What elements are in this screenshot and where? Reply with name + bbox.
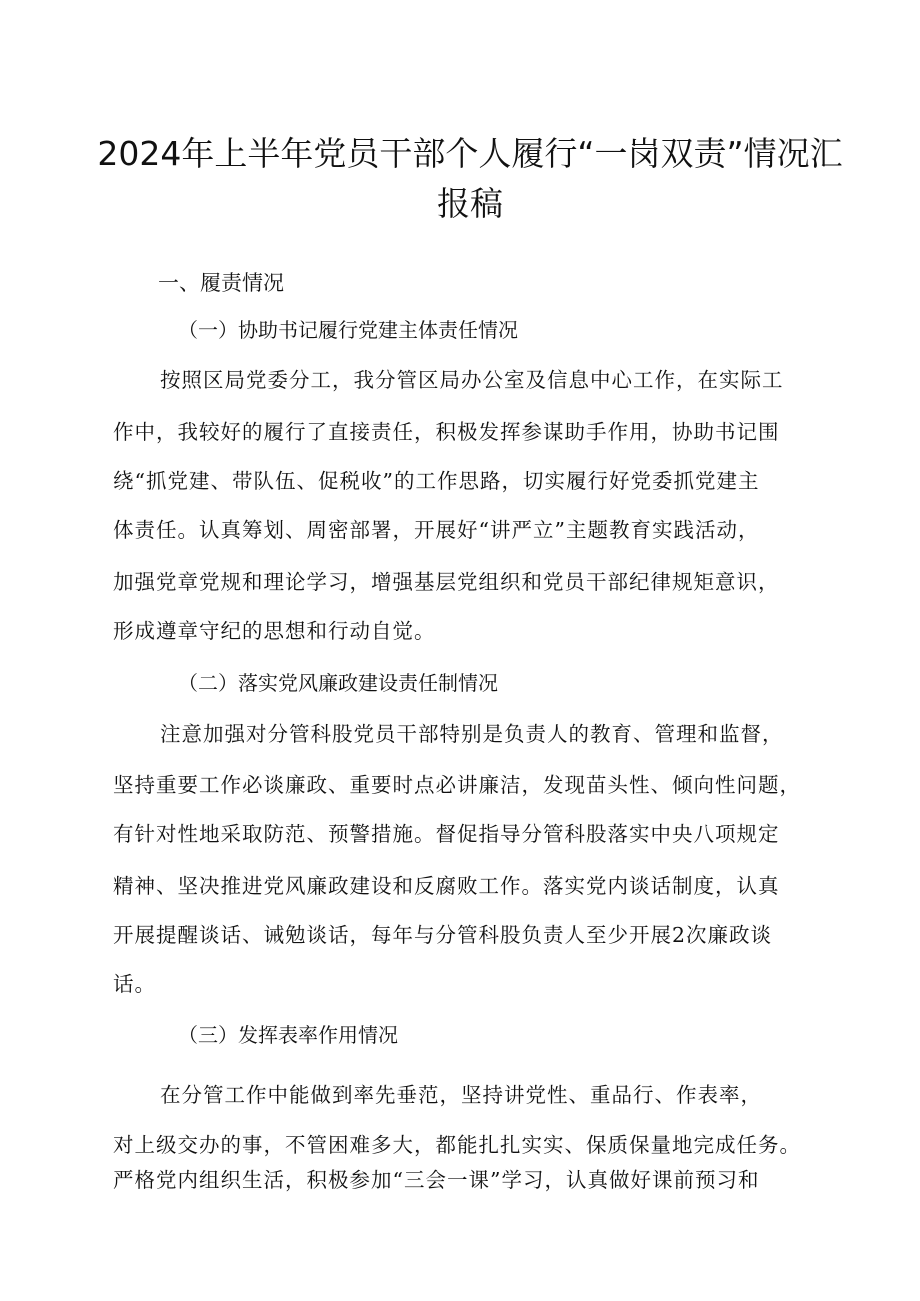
- document-title-line-1: 2024年上半年党员干部个人履行“一岗双责”情况汇: [97, 134, 843, 173]
- paragraph-line: 体责任。认真筹划、周密部署，开展好“讲严立”主题教育实践活动，: [113, 518, 760, 542]
- paragraph-line: 精神、坚决推进党风廉政建设和反腐败工作。落实党内谈话制度，认真: [113, 874, 780, 898]
- document-title-line-2: 报稿: [437, 184, 503, 223]
- paragraph-line: 注意加强对分管科股党员干部特别是负责人的教育、管理和监督，: [160, 722, 784, 746]
- paragraph-line: 严格党内组织生活，积极参加“三会一课”学习，认真做好课前预习和: [113, 1168, 760, 1192]
- paragraph-line: 坚持重要工作必谈廉政、重要时点必讲廉洁，发现苗头性、倾向性问题，: [113, 773, 801, 797]
- paragraph-line: 按照区局党委分工，我分管区局办公室及信息中心工作，在实际工: [160, 368, 784, 392]
- paragraph-line: 绕“抓党建、带队伍、促税收”的工作思路，切实履行好党委抓党建主: [113, 469, 760, 493]
- paragraph-line: 在分管工作中能做到率先垂范，坚持讲党性、重品行、作表率，: [160, 1083, 762, 1107]
- section-heading-1: 一、履责情况: [158, 271, 284, 295]
- subsection-heading-1: （一）协助书记履行党建主体责任情况: [178, 318, 518, 342]
- paragraph-line: 对上级交办的事，不管困难多大，都能扎扎实实、保质保量地完成任务。: [113, 1133, 801, 1157]
- subsection-heading-3: （三）发挥表率作用情况: [178, 1023, 398, 1047]
- paragraph-line: 作中，我较好的履行了直接责任，积极发挥参谋助手作用，协助书记围: [113, 420, 780, 444]
- paragraph-line: 话。: [113, 972, 156, 996]
- paragraph-line: 有针对性地采取防范、预警措施。督促指导分管科股落实中央八项规定: [113, 822, 780, 846]
- paragraph-line: 形成遵章守纪的思想和行动自觉。: [113, 619, 436, 643]
- paragraph-line: 加强党章党规和理论学习，增强基层党组织和党员干部纪律规矩意识，: [113, 570, 780, 594]
- paragraph-line: 开展提醒谈话、诫勉谈话，每年与分管科股负责人至少开展2次廉政谈: [113, 923, 773, 947]
- subsection-heading-2: （二）落实党风廉政建设责任制情况: [178, 671, 498, 695]
